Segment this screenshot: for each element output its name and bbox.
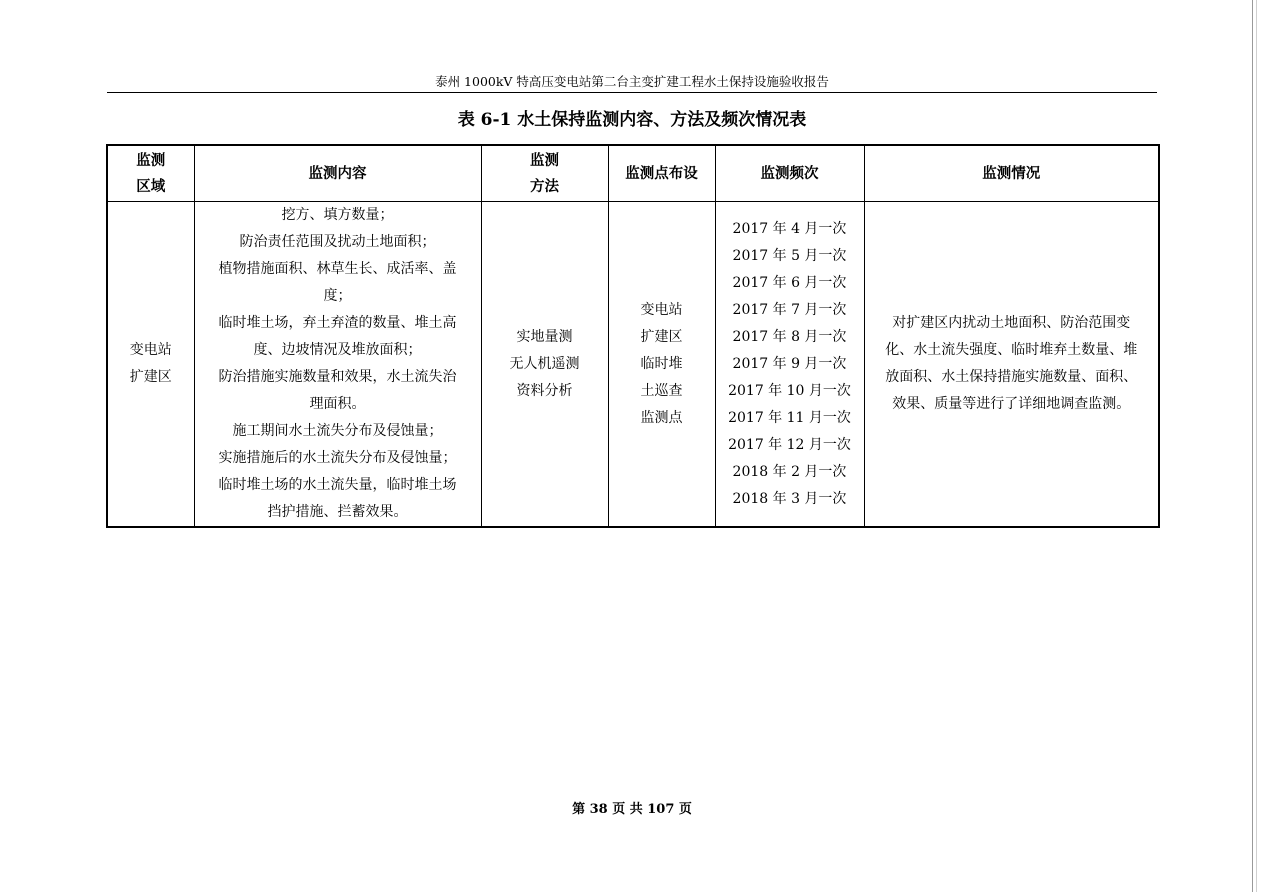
frequency-line: 2017 年 11 月一次: [728, 409, 851, 426]
points-line: 临时堆: [640, 355, 683, 372]
header-frequency: [715, 145, 864, 202]
points-line: 土巡查: [640, 382, 683, 399]
header-rule: [107, 92, 1157, 93]
cell-method: [481, 202, 608, 528]
cell-points: [608, 202, 715, 528]
page-edge-shadow: [1256, 0, 1257, 892]
header-situation: [864, 145, 1159, 202]
header-situation-label: 监测情况: [982, 164, 1041, 182]
monitoring-table: [106, 144, 1160, 528]
header-method: [481, 145, 608, 202]
frequency-line: 2017 年 12 月一次: [728, 436, 851, 453]
header-points-label: 监测点布设: [625, 164, 698, 182]
header-content: [194, 145, 481, 202]
page-footer: 第 38 页 共 107 页: [572, 802, 692, 817]
situation-line: 放面积、水土保持措施实施数量、面积、: [885, 369, 1138, 385]
situation-line: 化、水土流失强度、临时堆弃土数量、堆: [885, 342, 1138, 358]
frequency-line: 2017 年 6 月一次: [732, 274, 847, 291]
header-points: [608, 145, 715, 202]
table-title: 表 6-1 水土保持监测内容、方法及频次情况表: [457, 110, 807, 130]
content-line: 防治责任范围及扰动土地面积；: [239, 234, 436, 250]
content-line: 度、边坡情况及堆放面积；: [253, 342, 422, 358]
header-frequency-label: 监测频次: [760, 164, 819, 182]
running-header: 泰州 1000kV 特高压变电站第二台主变扩建工程水土保持设施验收报告: [435, 74, 829, 89]
frequency-line: 2017 年 9 月一次: [732, 355, 847, 372]
frequency-line: 2017 年 10 月一次: [728, 382, 851, 399]
method-line: 实地量测: [516, 328, 573, 345]
header-method-line: 方法: [530, 177, 559, 195]
table-row: [107, 202, 1159, 528]
cell-situation: [864, 202, 1159, 528]
content-line: 实施措施后的水土流失分布及侵蚀量；: [218, 450, 457, 466]
cell-content: [194, 202, 481, 528]
content-line: 临时堆土场，弃土弃渣的数量、堆土高: [218, 315, 457, 331]
frequency-line: 2017 年 5 月一次: [732, 247, 847, 264]
content-line: 防治措施实施数量和效果，水土流失治: [218, 369, 457, 385]
area-line: 扩建区: [129, 369, 172, 385]
points-line: 监测点: [640, 409, 683, 426]
header-area-line: 区域: [136, 177, 166, 195]
content-line: 施工期间水土流失分布及侵蚀量；: [232, 423, 443, 439]
header-method-line: 监测: [530, 151, 559, 169]
frequency-line: 2018 年 3 月一次: [732, 490, 847, 507]
content-line: 理面积。: [309, 396, 366, 412]
situation-line: 效果、质量等进行了详细地调查监测。: [892, 396, 1131, 412]
situation-line: 对扩建区内扰动土地面积、防治范围变: [892, 315, 1131, 331]
cell-area: [107, 202, 194, 528]
content-line: 度；: [323, 288, 352, 304]
header-content-label: 监测内容: [308, 164, 367, 182]
table-header-row: [107, 145, 1159, 202]
frequency-line: 2018 年 2 月一次: [732, 463, 847, 480]
frequency-line: 2017 年 8 月一次: [732, 328, 847, 345]
method-line: 资料分析: [516, 382, 573, 399]
frequency-line: 2017 年 7 月一次: [732, 301, 847, 318]
content-line: 临时堆土场的水土流失量，临时堆土场: [218, 477, 457, 493]
points-line: 变电站: [640, 301, 683, 318]
content-line: 挡护措施、拦蓄效果。: [267, 504, 408, 520]
method-line: 无人机遥测: [509, 355, 580, 372]
area-line: 变电站: [129, 342, 172, 358]
header-area: [107, 145, 194, 202]
points-line: 扩建区: [640, 328, 683, 345]
cell-frequency: [715, 202, 864, 528]
frequency-line: 2017 年 4 月一次: [732, 220, 847, 237]
header-area-line: 监测: [136, 151, 166, 169]
content-line: 挖方、填方数量；: [281, 207, 394, 223]
content-line: 植物措施面积、林草生长、成活率、盖: [218, 261, 457, 277]
page-edge-line: [1252, 0, 1253, 892]
